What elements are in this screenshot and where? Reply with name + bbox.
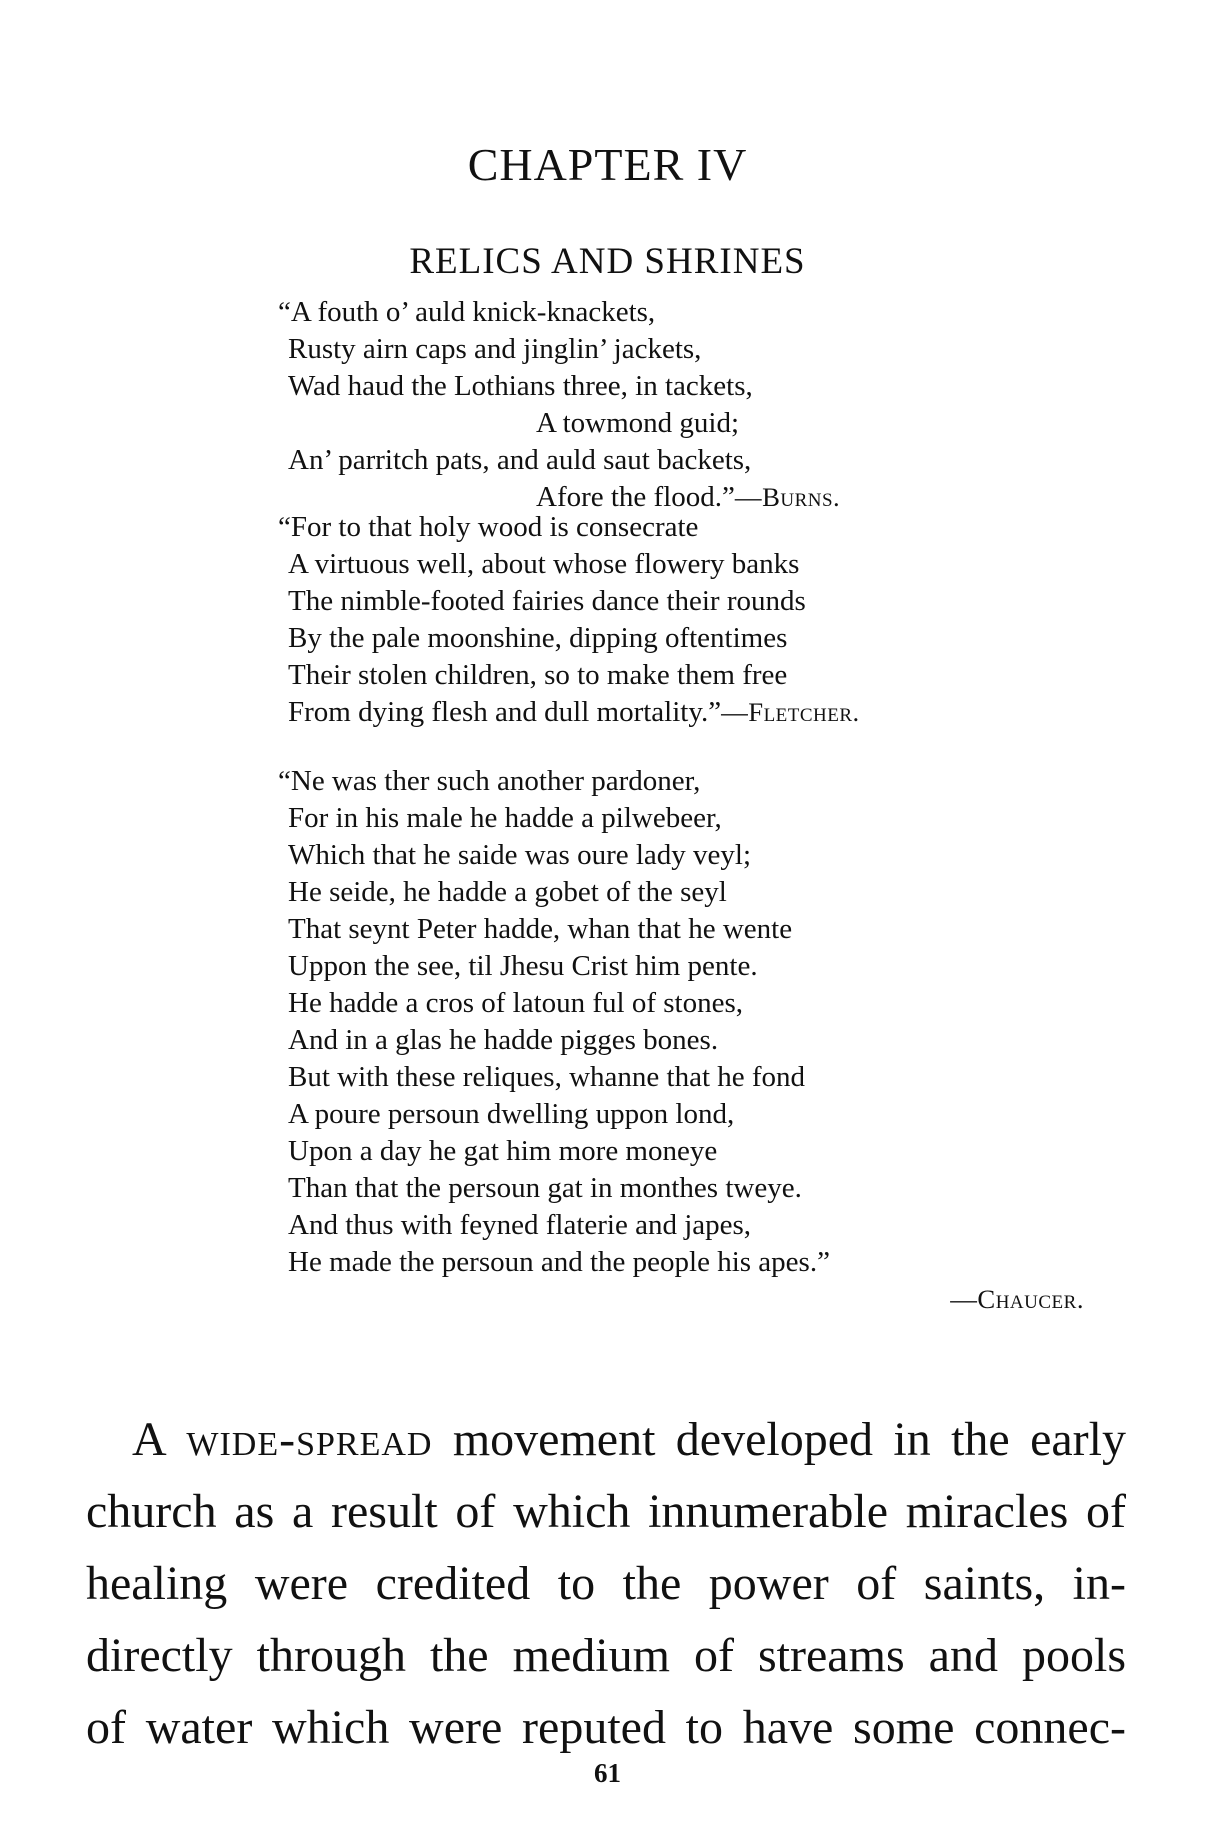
epigraph-chaucer	[278, 763, 1084, 1318]
poem-line: But with these reliques, whanne that he fond	[288, 1061, 806, 1093]
poem-line: Which that he saide was oure lady veyl;	[288, 839, 752, 871]
prose-line	[86, 1404, 1126, 1476]
poem-line: Than that the persoun gat in monthes tweye.	[288, 1172, 802, 1204]
poem-line: Wad haud the Lothians three, in tackets,	[288, 370, 753, 402]
prose-line: of water which were reputed to have some connec-	[86, 1701, 1126, 1754]
attribution-fletcher: —Fletcher.	[721, 697, 860, 727]
poem-line: Rusty airn caps and jinglin’ jackets,	[288, 333, 702, 365]
poem-line: And thus with feyned flaterie and japes,	[288, 1209, 752, 1241]
body-paragraph	[86, 1404, 1126, 1764]
poem-line: Upon a day he gat him more moneye	[288, 1135, 718, 1167]
prose-line: healing were credited to the power of saints, in-	[86, 1557, 1126, 1610]
poem-line: Their stolen children, so to make them free	[288, 659, 788, 691]
poem-line: Afore the flood.”	[536, 481, 735, 513]
poem-line: “For to that holy wood is consecrate	[278, 511, 699, 543]
poem-line: A towmond guid;	[536, 407, 740, 439]
poem-line: The nimble-footed fairies dance their rounds	[288, 585, 806, 617]
epigraph-burns	[278, 294, 841, 516]
poem-line: From dying flesh and dull mortality.”	[288, 696, 722, 728]
prose-line: church as a result of which innumerable miracles of	[86, 1485, 1126, 1538]
poem-line: He hadde a cros of latoun ful of stones,	[288, 987, 744, 1019]
page-number: 61	[594, 1758, 621, 1788]
poem-line: He seide, he hadde a gobet of the seyl	[288, 876, 727, 908]
poem-line: And in a glas he hadde pigges bones.	[288, 1024, 719, 1056]
epigraph-fletcher	[278, 509, 860, 731]
poem-line: “Ne was ther such another pardoner,	[278, 765, 701, 797]
poem-line-with-attribution	[288, 694, 860, 731]
poem-line: “A fouth o’ auld knick-knackets,	[278, 296, 656, 328]
poem-line: A virtuous well, about whose flowery banks	[288, 548, 800, 580]
chapter-subtitle: RELICS AND SHRINES	[409, 241, 806, 282]
attribution-chaucer-line	[288, 1281, 1084, 1318]
poem-line: By the pale moonshine, dipping oftentimes	[288, 622, 788, 654]
prose-line-text: movement developed in the early	[432, 1413, 1126, 1466]
prose-line: directly through the medium of streams and pools	[86, 1629, 1126, 1682]
poem-line: Uppon the see, til Jhesu Crist him pente.	[288, 950, 758, 982]
poem-line: For in his male he hadde a pilwebeer,	[288, 802, 722, 834]
lead-word: A wide-spread	[132, 1413, 433, 1466]
poem-line: A poure persoun dwelling uppon lond,	[288, 1098, 735, 1130]
poem-line: That seynt Peter hadde, whan that he wente	[288, 913, 793, 945]
poem-line: He made the persoun and the people his apes.”	[288, 1246, 830, 1278]
chapter-title: CHAPTER IV	[467, 139, 748, 190]
attribution-chaucer: —Chaucer.	[950, 1284, 1084, 1314]
poem-line: An’ parritch pats, and auld saut backets,	[288, 444, 752, 476]
attribution-burns: —Burns.	[734, 482, 841, 512]
